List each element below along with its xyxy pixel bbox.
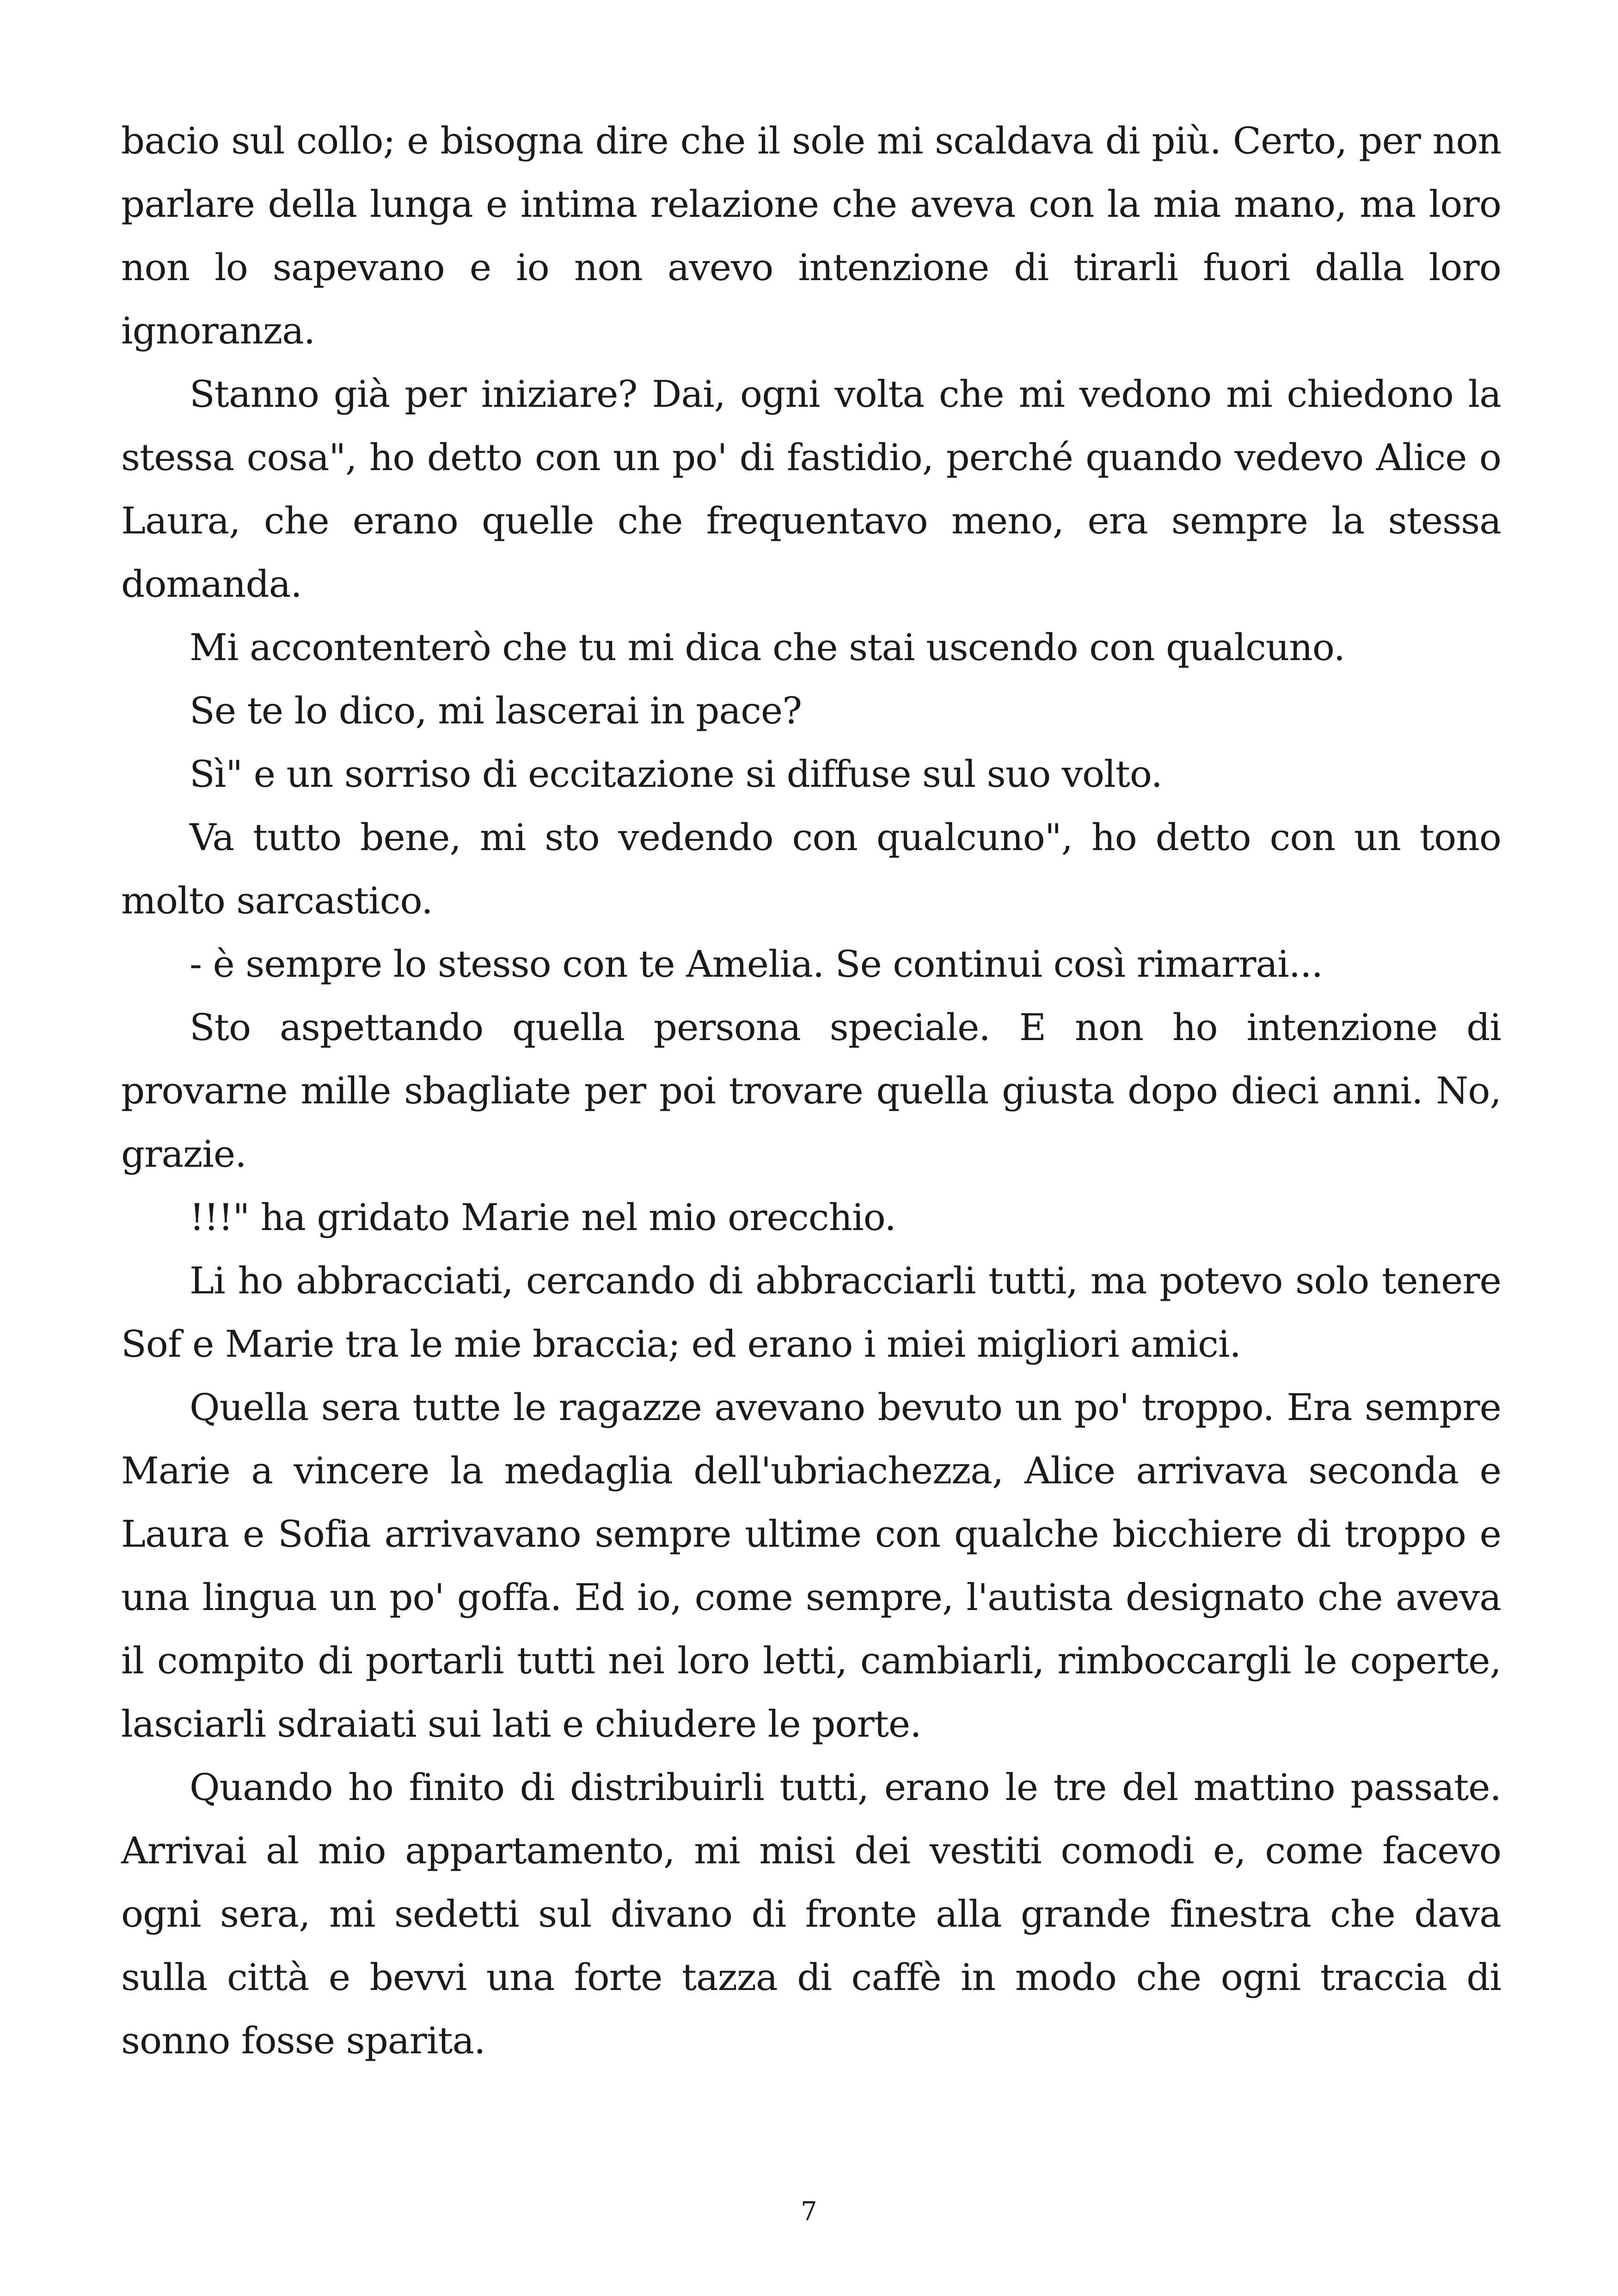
- paragraph-2: Stanno già per iniziare? Dai, ogni volta che mi vedono mi chiedono la stessa cosa", ho detto con un po' di fastidio, perché quando vedevo Alice o Laura, che erano quelle che frequentavo meno, era sempre la stessa domanda.: [121, 373, 1501, 606]
- paragraph-6: Va tutto bene, mi sto vedendo con qualcuno", ho detto con un tono molto sarcastico.: [121, 816, 1501, 922]
- paragraph-9: !!!" ha gridato Marie nel mio orecchio.: [190, 1196, 896, 1239]
- paragraph-12: Quando ho finito di distribuirli tutti, erano le tre del mattino passate. Arrivai al mio appartamento, mi misi dei vestiti comodi e, come facevo ogni sera, mi sedetti sul divano di fronte alla grande finestra che dava sulla città e bevvi una forte tazza di caffè in modo che ogni traccia di sonno fosse sparita.: [121, 1766, 1501, 2062]
- paragraph-8: Sto aspettando quella persona speciale. E non ho intenzione di provarne mille sbagliate per poi trovare quella giusta dopo dieci anni. No, grazie.: [121, 1006, 1501, 1176]
- paragraph-1: bacio sul collo; e bisogna dire che il sole mi scaldava di più. Certo, per non parlare della lunga e intima relazione che aveva con la mia mano, ma loro non lo sapevano e io non avevo intenzione di tirarli fuori dalla loro ignoranza.: [121, 119, 1501, 352]
- paragraph-4: Se te lo dico, mi lascerai in pace?: [190, 689, 802, 732]
- paragraph-3: Mi accontenterò che tu mi dica che stai uscendo con qualcuno.: [190, 626, 1345, 669]
- paragraph-10: Li ho abbracciati, cercando di abbracciarli tutti, ma potevo solo tenere Sof e Marie tra le mie braccia; ed erano i miei migliori amici.: [121, 1259, 1501, 1365]
- paragraph-5: Sì" e un sorriso di eccitazione si diffuse sul suo volto.: [190, 753, 1163, 796]
- paragraph-11: Quella sera tutte le ragazze avevano bevuto un po' troppo. Era sempre Marie a vincere la medaglia dell'ubriachezza, Alice arrivava seconda e Laura e Sofia arrivavano sempre ultime con qualche bicchiere di troppo e una lingua un po' goffa. Ed io, come sempre, l'autista designato che aveva il compito di portarli tutti nei loro letti, cambiarli, rimboccargli le coperte, lasciarli sdraiati sui lati e chiudere le porte.: [121, 1386, 1501, 1745]
- paragraph-7: - è sempre lo stesso con te Amelia. Se continui così rimarrai...: [190, 943, 1323, 986]
- page-body: [121, 109, 1501, 2072]
- page-number: 7: [801, 2197, 817, 2227]
